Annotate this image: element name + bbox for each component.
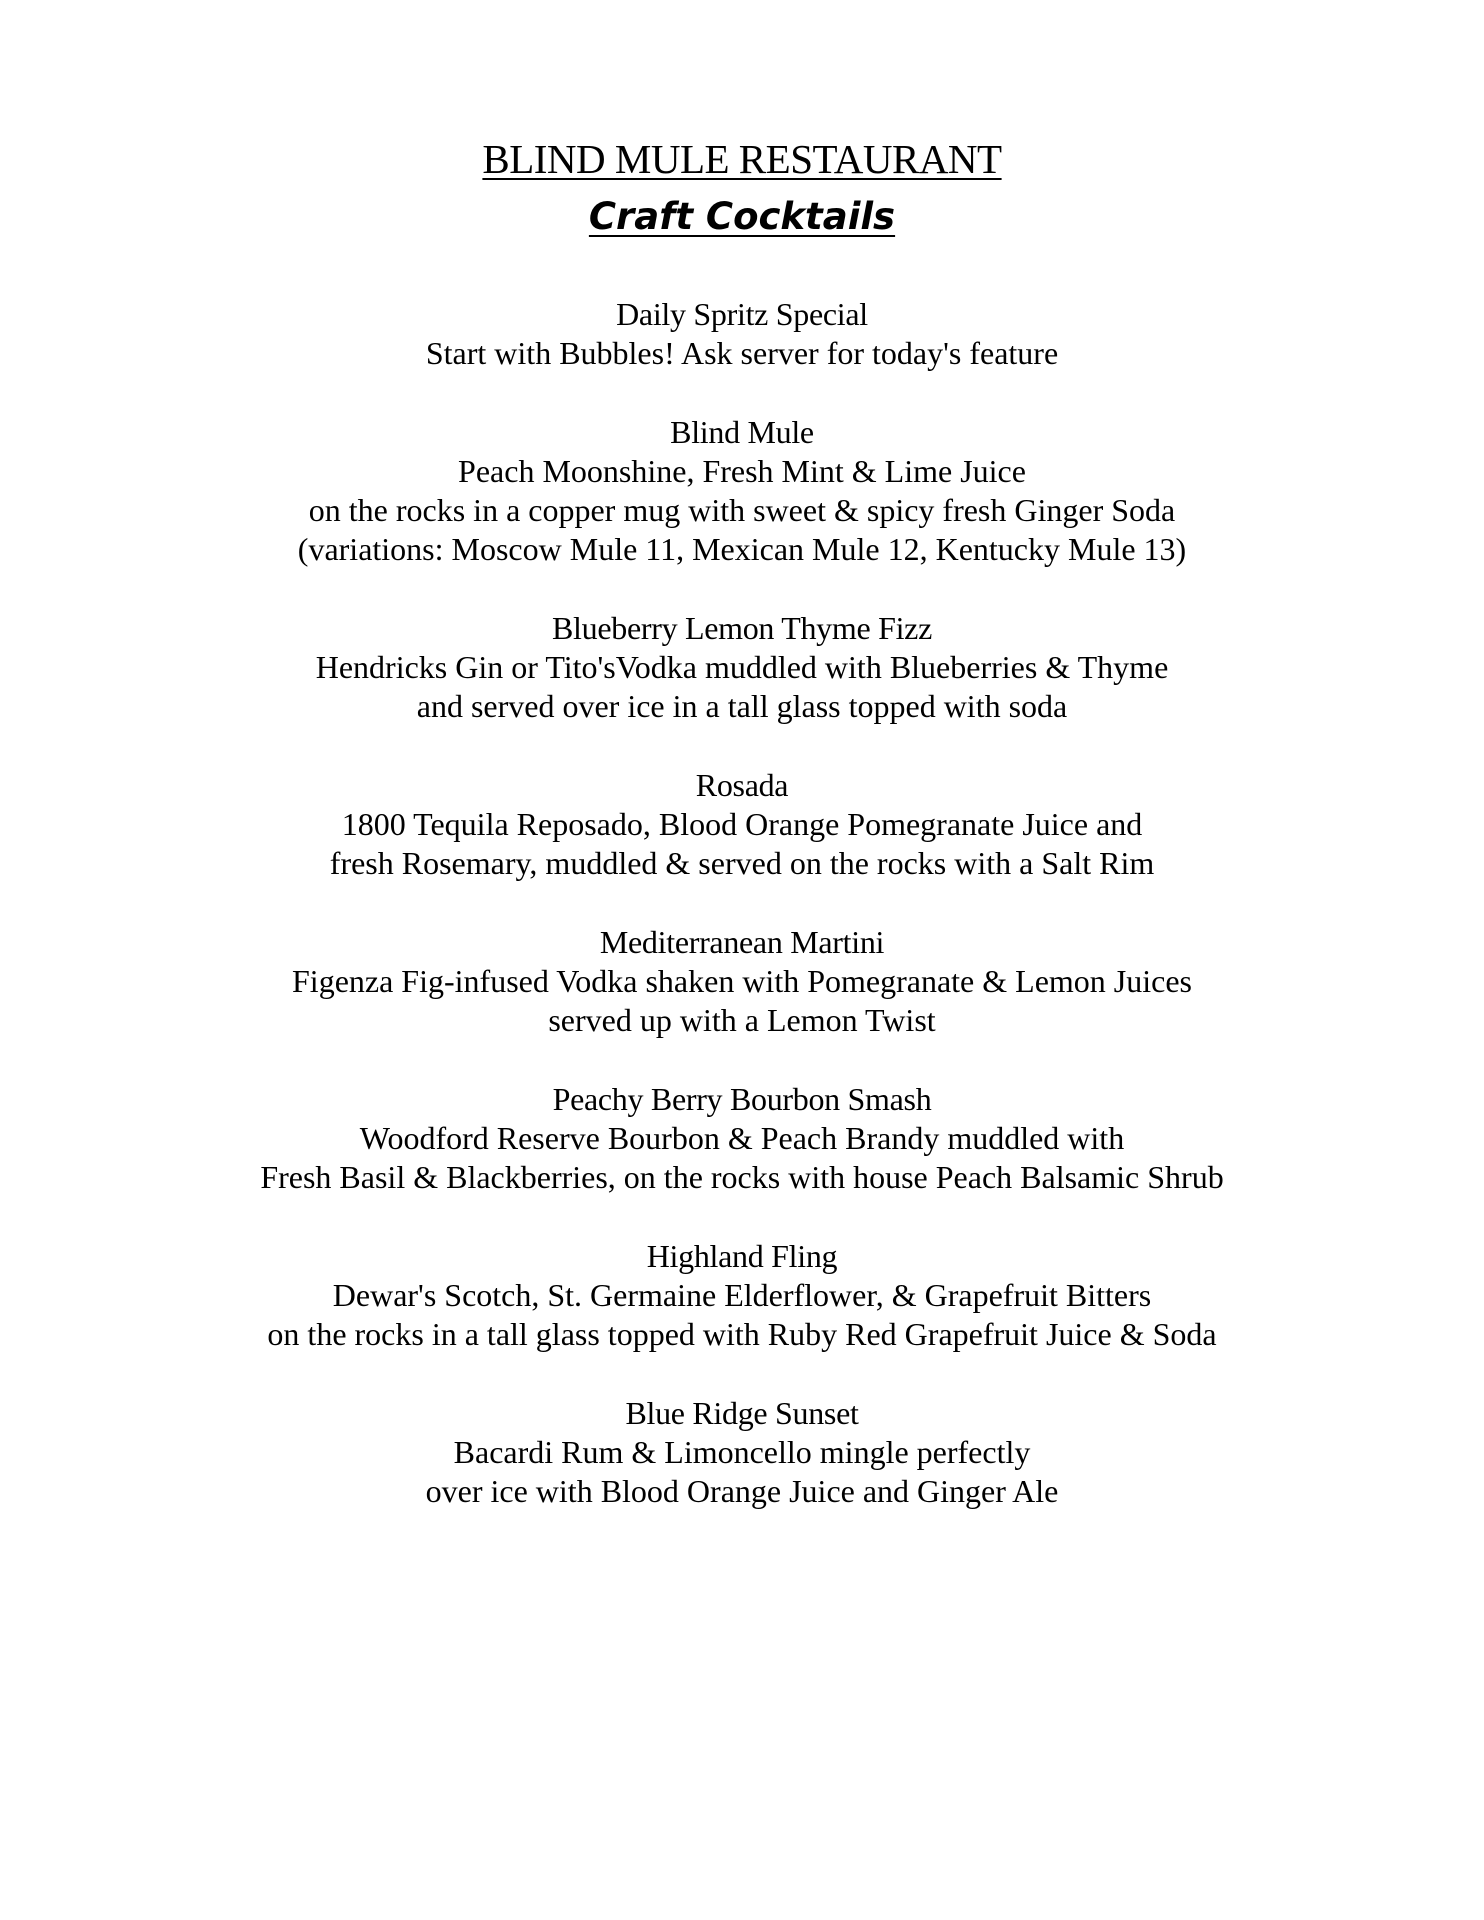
cocktail-description: Woodford Reserve Bourbon & Peach Brandy muddled with <box>359 1120 1125 1156</box>
cocktail-description: Peach Moonshine, Fresh Mint & Lime Juice <box>458 453 1026 489</box>
cocktail-description: fresh Rosemary, muddled & served on the rocks with a Salt Rim <box>329 845 1155 881</box>
cocktail-mediterranean-martini <box>0 923 1484 1040</box>
cocktail-description: served up with a Lemon Twist <box>548 1002 936 1038</box>
cocktail-name: Mediterranean Martini <box>599 924 885 960</box>
cocktail-name: Daily Spritz Special <box>616 296 868 332</box>
cocktail-description: Dewar's Scotch, St. Germaine Elderflower, & Grapefruit Bitters <box>332 1277 1152 1313</box>
cocktail-description: Start with Bubbles! Ask server for today's feature <box>425 335 1059 371</box>
cocktail-blind-mule <box>0 413 1484 569</box>
cocktail-blueberry-lemon-thyme-fizz <box>0 609 1484 726</box>
cocktail-name: Peachy Berry Bourbon Smash <box>552 1081 932 1117</box>
cocktail-variations: (variations: Moscow Mule 11, Mexican Mule 12, Kentucky Mule 13) <box>297 531 1187 567</box>
cocktail-name: Blue Ridge Sunset <box>625 1395 859 1431</box>
cocktail-description: Hendricks Gin or Tito'sVodka muddled with Blueberries & Thyme <box>315 649 1169 685</box>
cocktail-daily-spritz-special <box>0 295 1484 373</box>
cocktail-name: Rosada <box>695 767 789 803</box>
restaurant-name: BLIND MULE RESTAURANT <box>482 136 1002 182</box>
cocktail-highland-fling <box>0 1237 1484 1354</box>
cocktail-description: over ice with Blood Orange Juice and Ginger Ale <box>425 1473 1059 1509</box>
cocktail-rosada <box>0 766 1484 883</box>
cocktail-description: and served over ice in a tall glass topped with soda <box>416 688 1068 724</box>
menu-subtitle: Craft Cocktails <box>588 195 896 238</box>
cocktail-description: 1800 Tequila Reposado, Blood Orange Pomegranate Juice and <box>341 806 1143 842</box>
cocktail-name: Blueberry Lemon Thyme Fizz <box>552 610 932 646</box>
cocktail-peachy-berry-bourbon-smash <box>0 1080 1484 1197</box>
cocktail-description: Bacardi Rum & Limoncello mingle perfectly <box>453 1434 1031 1470</box>
cocktail-name: Blind Mule <box>670 414 814 450</box>
cocktail-name: Highland Fling <box>646 1238 838 1274</box>
cocktail-description: Figenza Fig-infused Vodka shaken with Pomegranate & Lemon Juices <box>292 963 1192 999</box>
cocktail-description: Fresh Basil & Blackberries, on the rocks with house Peach Balsamic Shrub <box>260 1159 1224 1195</box>
cocktail-list <box>0 295 1484 1551</box>
cocktail-blue-ridge-sunset <box>0 1394 1484 1511</box>
cocktail-description: on the rocks in a tall glass topped with Ruby Red Grapefruit Juice & Soda <box>267 1316 1217 1352</box>
cocktail-description: on the rocks in a copper mug with sweet & spicy fresh Ginger Soda <box>308 492 1176 528</box>
